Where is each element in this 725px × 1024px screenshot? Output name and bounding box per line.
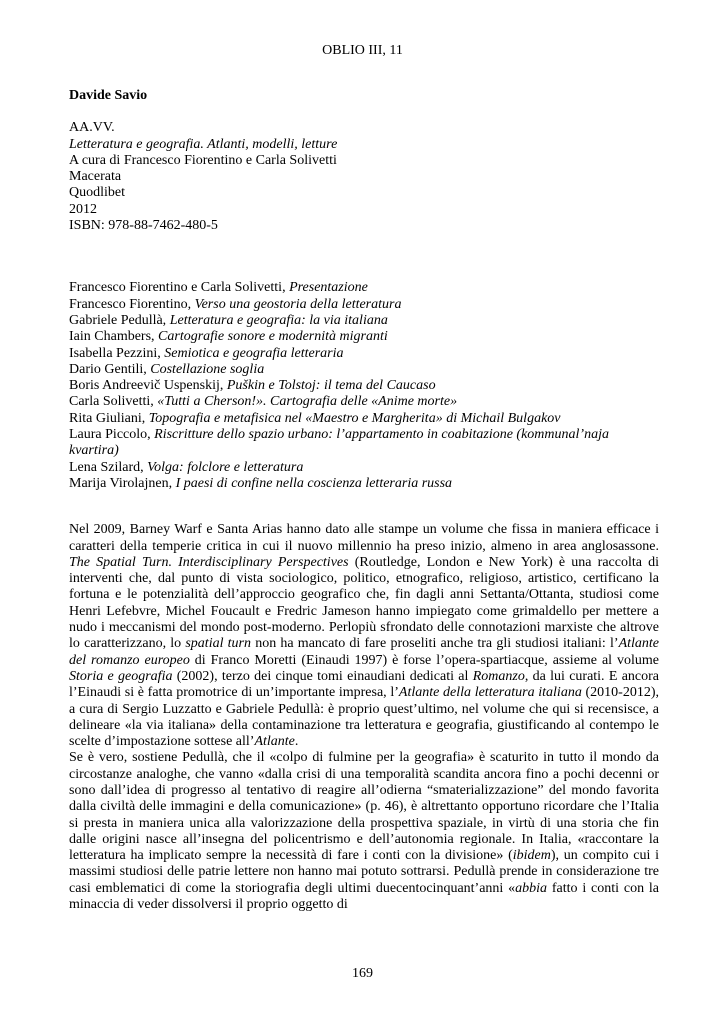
book-publisher: Quodlibet	[69, 185, 125, 201]
toc-title: Verso una geostoria della letteratura	[194, 296, 402, 312]
text-run: fatto i conti con la minaccia di veder dissolversi il proprio oggetto di	[69, 880, 659, 913]
italic-run: spatial turn	[185, 636, 252, 652]
book-year: 2012	[69, 201, 97, 217]
toc-author: Dario Gentili,	[69, 361, 151, 377]
toc-title: Volga: folclore e letteratura	[147, 459, 304, 475]
book-isbn: ISBN: 978-88-7462-480-5	[69, 218, 218, 234]
toc-item	[69, 362, 659, 378]
toc-author: Rita Giuliani,	[69, 410, 149, 426]
book-city: Macerata	[69, 169, 122, 185]
table-of-contents	[69, 280, 659, 492]
text-run: di Franco Moretti (Einaudi 1997) è forse l’opera-spartiacque, assieme al volume	[189, 652, 660, 668]
toc-title: Presentazione	[289, 280, 368, 296]
toc-item	[69, 313, 659, 329]
italic-run: Romanzo	[472, 668, 525, 684]
body-paragraph	[69, 750, 659, 913]
toc-item	[69, 297, 659, 313]
book-info	[69, 120, 659, 234]
toc-author: Isabella Pezzini,	[69, 345, 165, 361]
toc-author: Gabriele Pedullà,	[69, 312, 170, 328]
text-run: (2002), terzo dei cinque tomi einaudiani dedicati al	[172, 668, 473, 684]
body-paragraph	[69, 522, 659, 750]
text-run: (2010-2012), a cura di Sergio Luzzatto e Gabriele Pedullà: è proprio quest’ultimo, nel volume che qui si recensisce, a delineare «la via italiana» della contaminazione tra letteratura e geografia, giustificando al contempo le scelte d’impostazione sottese all’	[69, 685, 659, 750]
book-authors: AA.VV.	[69, 120, 115, 136]
toc-author: Marija Virolajnen,	[69, 475, 176, 491]
toc-title: Riscritture dello spazio urbano: l’appartamento in coabitazione (kommunal’naja kvartira)	[69, 427, 609, 459]
running-head: OBLIO III, 11	[322, 43, 403, 58]
toc-item	[69, 411, 659, 427]
text-run: ), un compito cui i massimi studiosi delle patrie lettere non hanno mai potuto sottrarsi. Pedullà prende in considerazione tre casi emblematici di come la storiografia degli ultimi duecentocinquant’anni «	[69, 848, 659, 896]
toc-author: Lena Szilard,	[69, 459, 148, 475]
toc-author: Carla Solivetti,	[69, 394, 158, 410]
text-run: non ha mancato di fare proseliti anche tra gli studiosi italiani: l’	[251, 636, 619, 652]
toc-author: Francesco Fiorentino e Carla Solivetti,	[69, 280, 290, 296]
toc-item	[69, 460, 659, 476]
toc-author: Iain Chambers,	[69, 329, 159, 345]
toc-title: Semiotica e geografia letteraria	[164, 345, 344, 361]
toc-title: «Tutti a Cherson!». Cartografia delle «Anime morte»	[157, 394, 458, 410]
page-content	[69, 88, 659, 913]
italic-run: Storia e geografia	[69, 668, 173, 684]
review-author: Davide Savio	[69, 88, 148, 103]
toc-item	[69, 427, 659, 460]
toc-item	[69, 476, 659, 492]
page-number: 169	[352, 966, 373, 981]
review-body	[69, 522, 659, 913]
toc-title: Topografia e metafisica nel «Maestro e Margherita» di Michail Bulgakov	[148, 410, 561, 426]
text-run: .	[294, 734, 299, 750]
italic-run: Atlante della letteratura italiana	[398, 685, 582, 701]
italic-run: ibidem	[512, 848, 551, 864]
toc-author: Boris Andreevič Uspenskij,	[69, 378, 227, 394]
italic-run: abbia	[515, 880, 548, 896]
toc-item	[69, 378, 659, 394]
text-run: Nel 2009, Barney Warf e Santa Arias hanno dato alle stampe un volume che fissa in maniera efficace i caratteri della temperie critica in cui il nuovo millennio ha preso inizio, almeno in area anglosassone.	[69, 522, 659, 554]
toc-item	[69, 346, 659, 362]
italic-run: Atlante del romanzo europeo	[69, 636, 659, 668]
text-run: Se è vero, sostiene Pedullà, che il «colpo di fulmine per la geografia» è scaturito in tutto il mondo da circostanze analoghe, che vanno «dalla crisi di una temporalità scandita ancora fino a pochi decenni or sono dall’idea di progresso al tentativo di reagire all’odierna “smaterializzazione” del mondo favorita dalla civiltà delle immagini e della comunicazione» (p. 46), è altrettanto opportuno ricordare che l’Italia si presta in maniera unica alla valorizzazione della prospettiva spaziale, in virtù di una storia che fin dalle origini nasce all’insegna del policentrismo e dell’autonomia regionale. In Italia, «raccontare la letteratura ha implicato sempre la necessità di fare i conti con la divisione» (	[69, 750, 659, 864]
toc-author: Francesco Fiorentino,	[69, 296, 195, 312]
toc-item	[69, 329, 659, 345]
italic-run: Atlante	[254, 734, 295, 750]
toc-author: Laura Piccolo,	[69, 427, 155, 443]
book-editors: A cura di Francesco Fiorentino e Carla Solivetti	[69, 152, 337, 168]
toc-title: I paesi di confine nella coscienza letteraria russa	[175, 475, 453, 491]
toc-title: Puškin e Tolstoj: il tema del Caucaso	[226, 378, 436, 394]
toc-title: Costellazione soglia	[150, 361, 265, 377]
text-run: , da lui curati. E ancora l’Einaudi si è fatta promotrice di un’importante impresa, l’	[69, 668, 659, 701]
italic-run: The Spatial Turn. Interdisciplinary Perspectives	[69, 554, 349, 570]
text-run: (Routledge, London e New York) è una raccolta di interventi che, dal punto di vista sociologico, politico, etnografico, religioso, artistico, certificano la fortuna e le potenzialità dell’approccio geografico che, fin dagli anni Settanta/Ottanta, studiosi come Henri Lefebvre, Michel Foucault e Fredric Jameson hanno impiegato come grimaldello per mettere a nudo i meccanismi del mondo post-moderno. Perlopiù sfrondato delle connotazioni marxiste che altrove lo caratterizzano, lo	[69, 554, 659, 652]
toc-item	[69, 394, 659, 410]
toc-item	[69, 280, 659, 296]
book-title: Letteratura e geografia. Atlanti, modelli, letture	[69, 136, 338, 152]
toc-title: Cartografie sonore e modernità migranti	[158, 329, 388, 345]
toc-title: Letteratura e geografia: la via italiana	[169, 312, 388, 328]
